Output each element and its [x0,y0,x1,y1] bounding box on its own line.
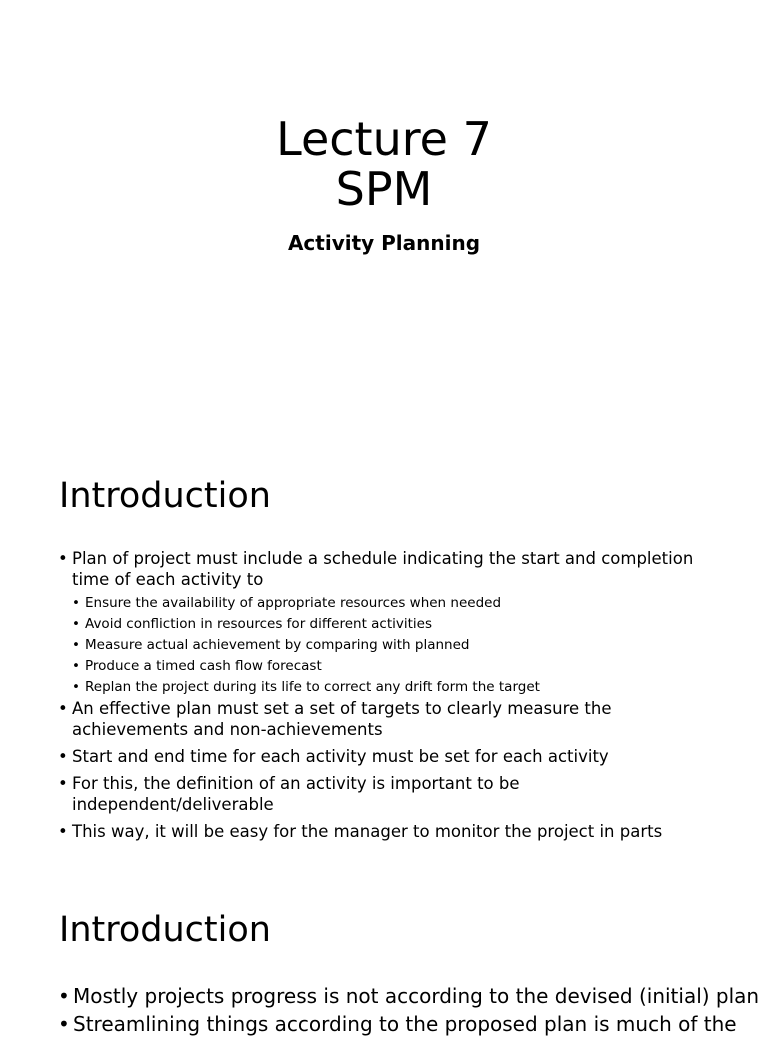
bullet-item [58,548,718,698]
bullet-item: • Start and end time for each activity must be set for each activity [58,746,718,767]
slide-title [0,114,768,214]
bullet-list [58,982,760,1038]
sub-bullet-item: • Ensure the availability of appropriate resources when needed [72,593,718,614]
sub-bullet-item: • Avoid confliction in resources for different activities [72,614,718,635]
bullet-list [58,548,718,848]
sub-bullet-list [72,593,718,698]
introduction-slide-2 [0,864,768,1036]
bullet-item: • For this, the definition of an activity is important to be independent/deliverable [58,773,718,815]
bullet-item: • Streamlining things according to the proposed plan is much of the [58,1010,728,1038]
title-line-1: Lecture 7 [276,112,492,166]
slide-subtitle: Activity Planning [287,231,481,255]
slide-heading: Introduction [59,476,271,516]
bullet-item: • This way, it will be easy for the manager to monitor the project in parts [58,821,718,842]
bullet-item: • Mostly projects progress is not according to the devised (initial) plan [58,982,728,1010]
sub-bullet-item: • Produce a timed cash flow forecast [72,656,718,677]
sub-bullet-item: • Replan the project during its life to correct any drift form the target [72,677,718,698]
sub-bullet-item: • Measure actual achievement by comparing with planned [72,635,718,656]
introduction-slide [0,432,768,864]
bullet-item: • An effective plan must set a set of targets to clearly measure the achievements and non-achievements [58,698,718,740]
title-line-2: SPM [335,162,433,216]
slide-heading: Introduction [59,910,271,950]
title-slide [0,0,768,432]
bullet-text: Plan of project must include a schedule indicating the start and completion time of each activity to [72,549,694,589]
